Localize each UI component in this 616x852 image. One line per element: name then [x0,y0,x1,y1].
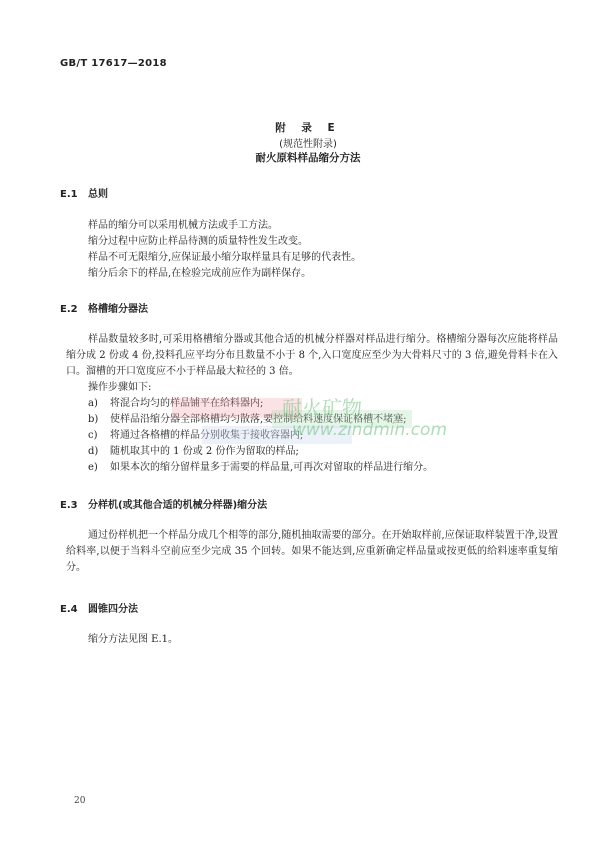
body-line: 样品不可无限缩分,应保证最小缩分取样量具有足够的代表性。 [88,252,362,263]
steps-intro: 操作步骤如下: [88,382,152,393]
section-number: E.4 [60,604,78,615]
body-line: 缩分方法见图 E.1。 [88,634,179,645]
section-number: E.2 [60,304,78,315]
section-heading-e3 [60,496,267,511]
list-text: 将混合均匀的样品铺平在给料器内; [110,398,264,409]
section-heading-e1 [60,185,108,200]
watermark [172,396,448,460]
body-line: 缩分后余下的样品,在检验完成前应作为副样保存。 [88,268,312,279]
list-item [88,460,433,476]
body-paragraph: 样品数量较多时,可采用格槽缩分器或其他合适的机械分样器对样品进行缩分。格槽缩分器每次应能将样品缩分成 2 份或 4 份,投料孔应平均分布且数量不小于 8 个,入口宽度应至少为大骨料尺寸的 3 倍,避免骨料卡在入口。溜槽的开口宽度应不小于样品最大粒径的 3 倍。 [66,334,558,377]
section-heading-e2 [60,300,148,315]
list-text: 如果本次的缩分留样量多于需要的样品量,可再次对留取的样品进行缩分。 [110,462,434,473]
list-label: e) [88,462,98,473]
list-text: 随机取其中的 1 份或 2 份作为留取的样品; [110,446,299,457]
annex-type: (规范性附录) [279,139,337,150]
section-number: E.1 [60,189,78,200]
list-label: b) [88,414,99,425]
body-line: 缩分过程中应防止样品待测的质量特性发生改变。 [88,236,308,247]
section-title: 分样机(或其他合适的机械分样器)缩分法 [88,500,268,511]
body-line: 样品的缩分可以采用机械方法或手工方法。 [88,220,278,231]
section-title: 格槽缩分器法 [88,304,148,315]
standard-id: GB/T 17617—2018 [60,58,167,69]
section-heading-e4 [60,600,138,615]
section-number: E.3 [60,500,78,511]
list-text: 使样品沿缩分器全部格槽均匀散落,要控制给料速度保证格槽不堵塞; [110,414,407,425]
list-label: c) [88,430,98,441]
section-title: 总则 [88,189,108,200]
body-paragraph: 通过份样机把一个样品分成几个相等的部分,随机抽取需要的部分。在开始取样前,应保证取样装置干净,设置给料率,以便于当料斗空前应至少完成 35 个回转。如果不能达到,应重新确定样品量或按更低的给料速率重复缩分。 [66,530,558,573]
list-label: a) [88,398,98,409]
watermark-text: 耐火矿物 [282,396,362,420]
watermark-url: www.zindmin.com [292,420,448,440]
list-label: d) [88,446,99,457]
annex-title: 附 录 E [275,122,341,134]
page-number: 20 [74,796,86,806]
annex-name: 耐火原料样品缩分方法 [255,152,361,164]
list-text: 将通过各格槽的样品分别收集于接收容器内; [110,430,304,441]
section-title: 圆锥四分法 [88,604,138,615]
